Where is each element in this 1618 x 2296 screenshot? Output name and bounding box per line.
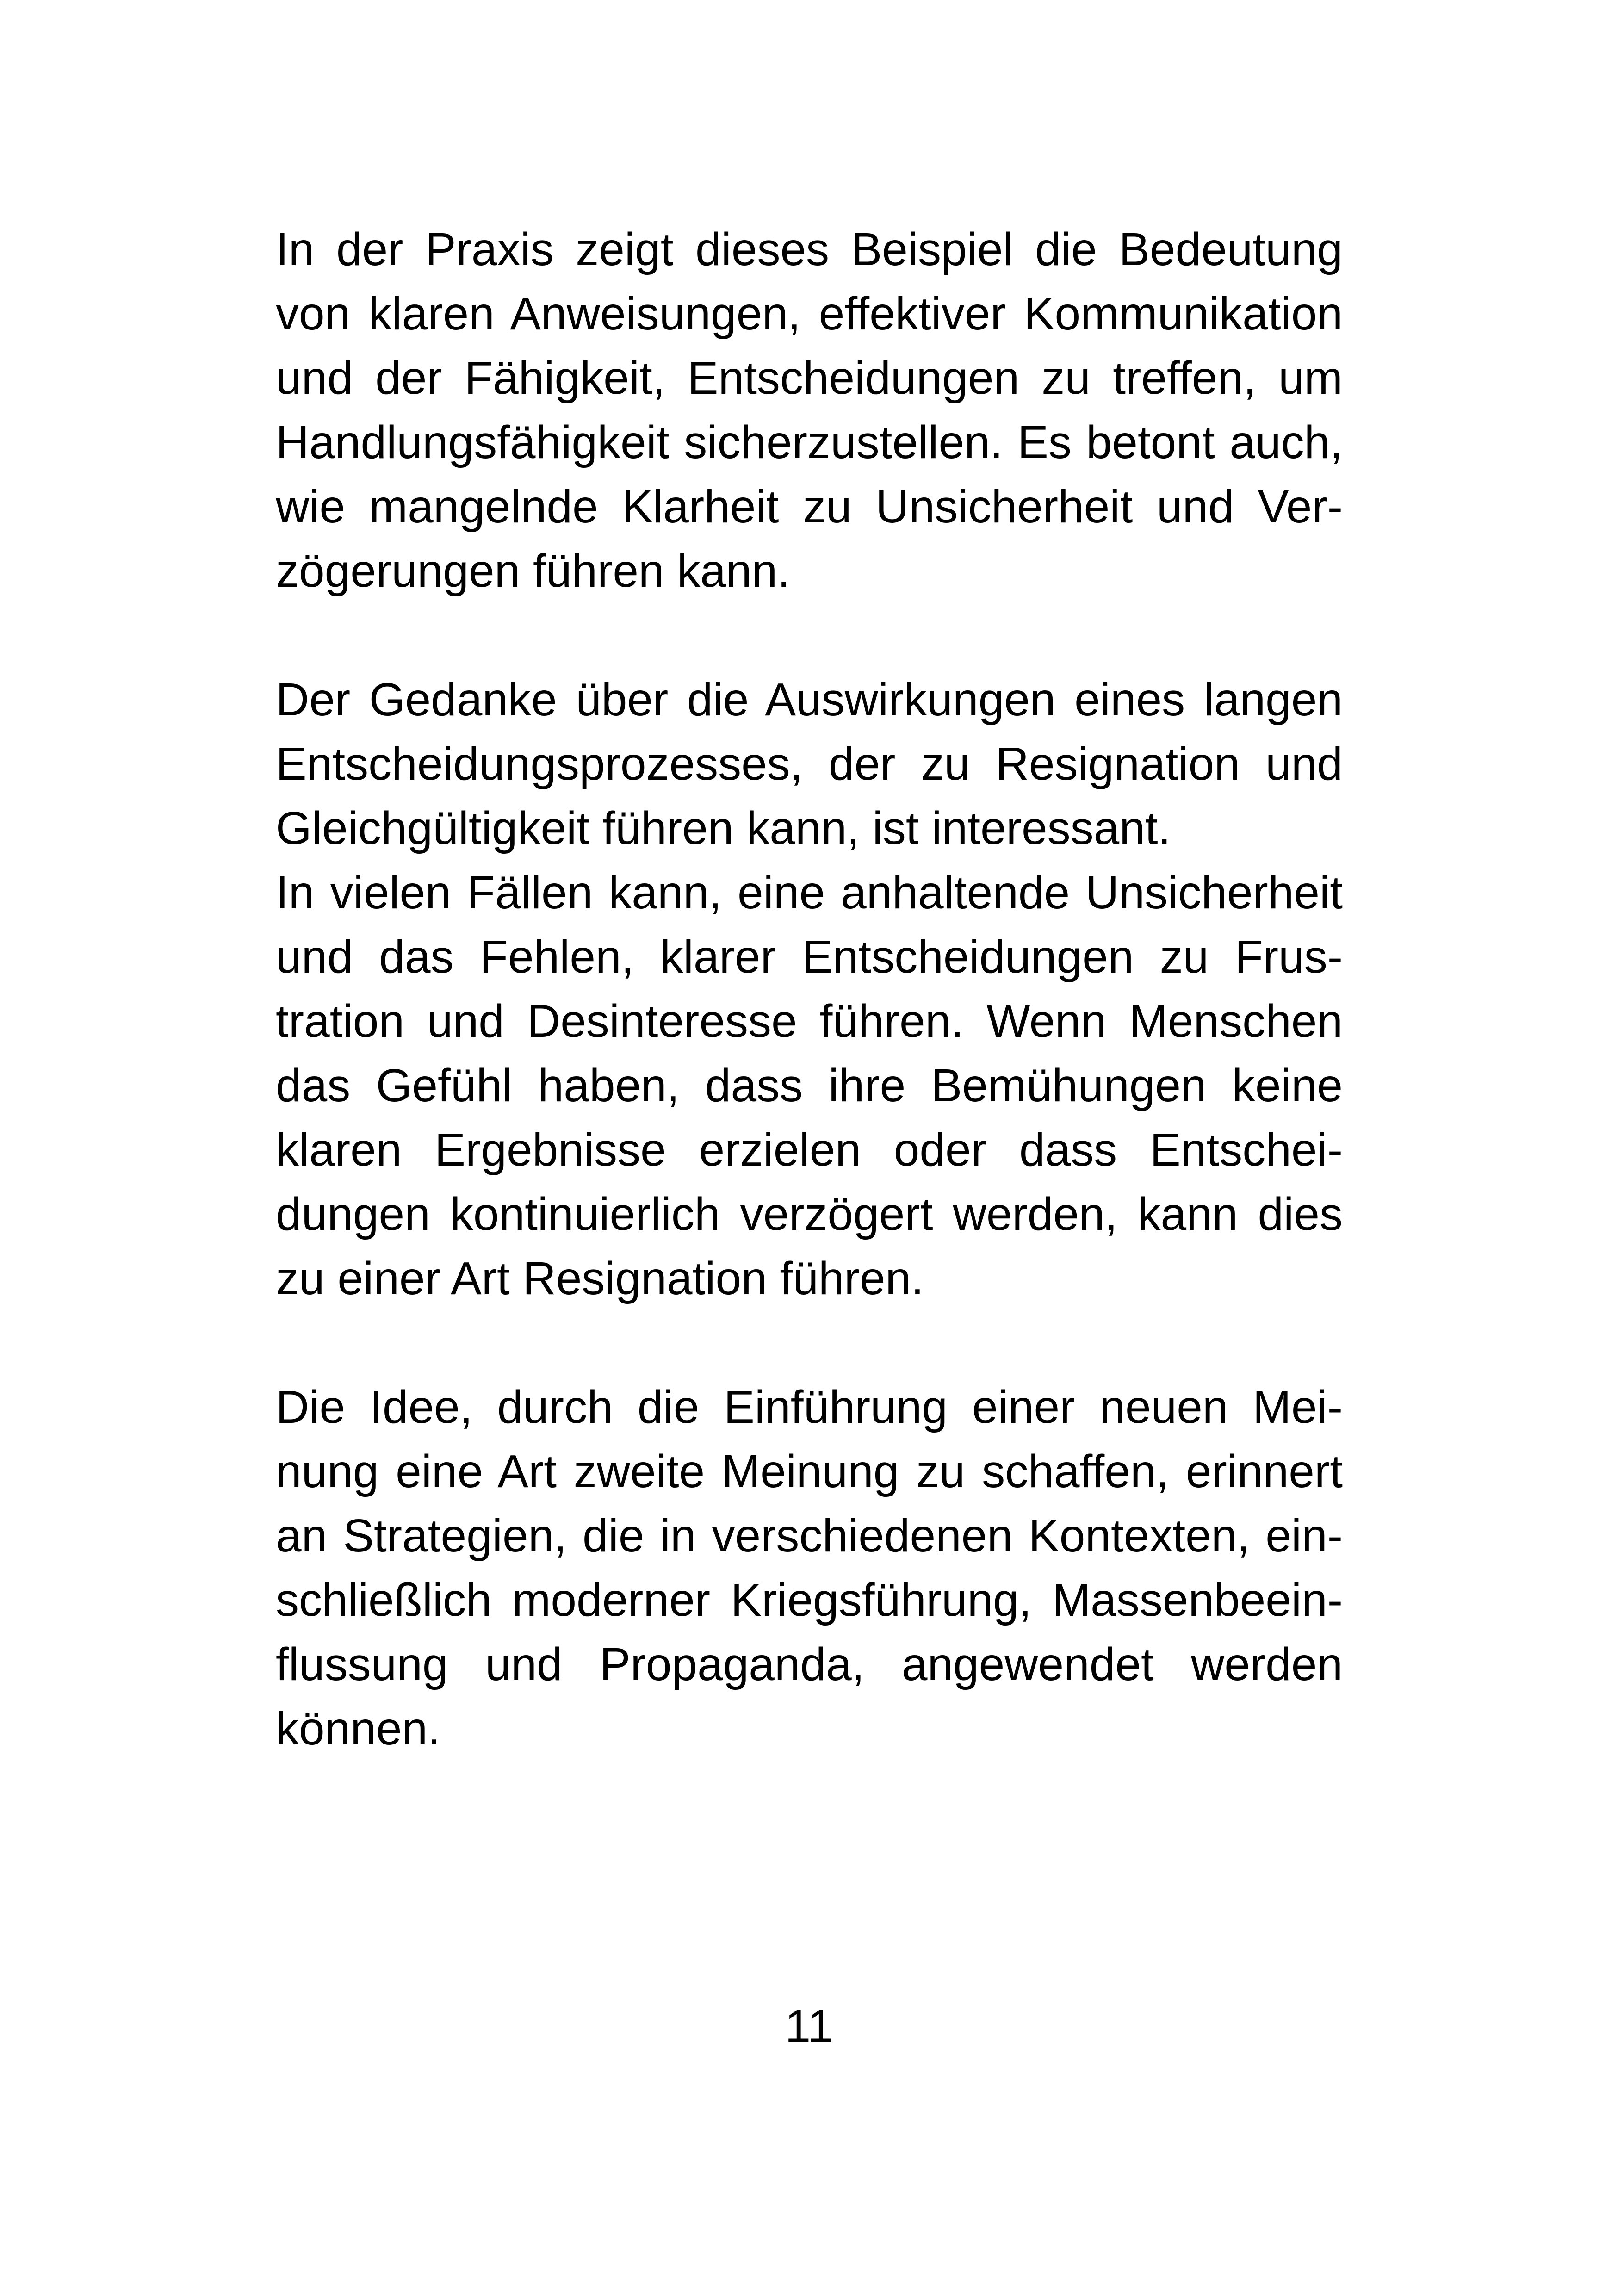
text-line: das Gefühl haben, dass ihre Bemühungen keine — [276, 1060, 1343, 1111]
paragraph-4 — [276, 1375, 1343, 1761]
text-line: Handlungsfähigkeit sicherzustellen. Es betont auch, — [276, 416, 1343, 468]
text-line: und der Fähigkeit, Entscheidungen zu treffen, um — [276, 352, 1343, 404]
text-line: und das Fehlen, klarer Entscheidungen zu Frus- — [276, 931, 1343, 983]
page-number: 11 — [785, 2000, 833, 2052]
text-line: flussung und Propaganda, angewendet werden — [276, 1638, 1343, 1690]
text-line: Gleichgültigkeit führen kann, ist interessant. — [276, 802, 1171, 854]
text-line: Entscheidungsprozesses, der zu Resignation und — [276, 738, 1343, 790]
text-line: Die Idee, durch die Einführung einer neuen Mei- — [276, 1381, 1343, 1433]
text-line: nung eine Art zweite Meinung zu schaffen, erinnert — [276, 1446, 1343, 1497]
text-line: In vielen Fällen kann, eine anhaltende Unsicherheit — [276, 867, 1343, 918]
text-line: In der Praxis zeigt dieses Beispiel die Bedeutung — [276, 223, 1343, 275]
text-line: können. — [276, 1703, 440, 1755]
text-line: zu einer Art Resignation führen. — [276, 1253, 924, 1304]
text-line: Der Gedanke über die Auswirkungen eines langen — [276, 674, 1343, 726]
text-line: dungen kontinuierlich verzögert werden, kann dies — [276, 1188, 1343, 1240]
text-line: klaren Ergebnisse erzielen oder dass Entschei- — [276, 1124, 1343, 1176]
text-line: von klaren Anweisungen, effektiver Kommunikation — [276, 288, 1343, 340]
text-line: wie mangelnde Klarheit zu Unsicherheit und Ver- — [276, 481, 1343, 533]
paragraph-3 — [276, 861, 1343, 1311]
paragraph-1 — [276, 217, 1343, 603]
text-line: tration und Desinteresse führen. Wenn Menschen — [276, 995, 1343, 1047]
text-line: an Strategien, die in verschiedenen Kontexten, ein- — [276, 1510, 1343, 1562]
text-line: schließlich moderner Kriegsführung, Massenbeein- — [276, 1574, 1343, 1626]
body-text — [276, 217, 1343, 1761]
text-line: zögerungen führen kann. — [276, 545, 790, 597]
paragraph-2 — [276, 668, 1343, 861]
